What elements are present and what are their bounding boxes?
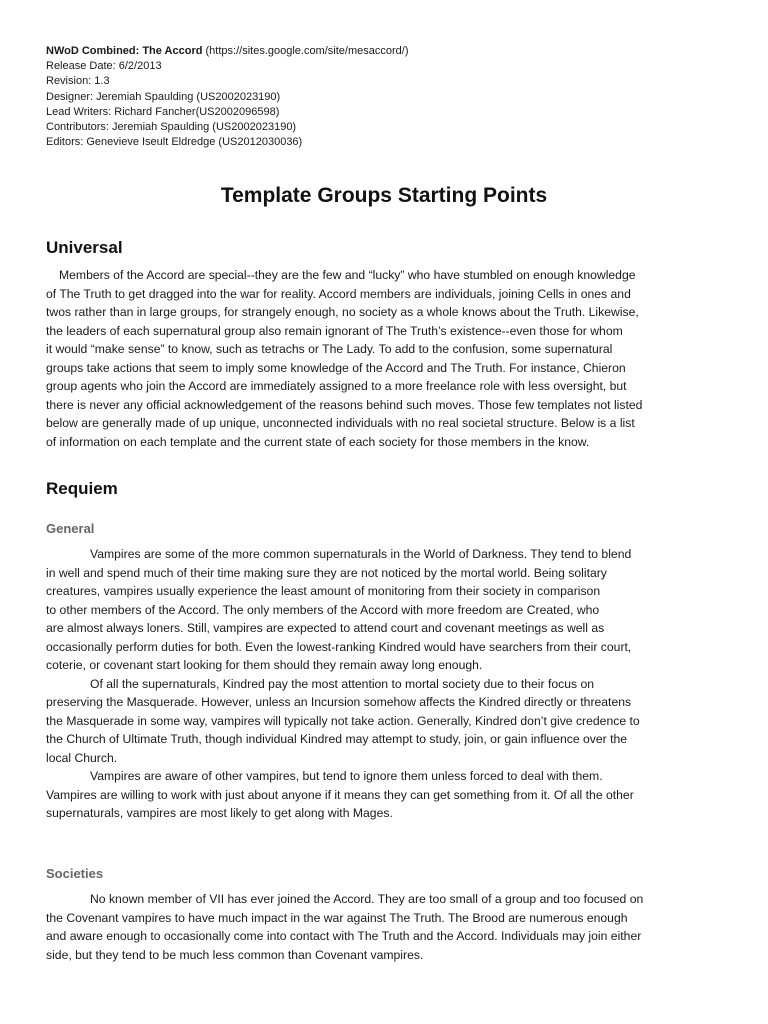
requiem-general-body (46, 545, 640, 823)
text-line: of information on each template and the current state of each society for those members in the know. (46, 434, 590, 449)
text-line: side, but they tend to be much less common than Covenant vampires. (46, 947, 424, 962)
text-line: Vampires are aware of other vampires, but tend to ignore them unless forced to deal with them. (90, 769, 603, 783)
text-line: occasionally perform duties for both. Even the lowest-ranking Kindred would have searchers from their court, (46, 639, 632, 654)
text-line: below are generally made of up unique, unconnected individuals with no real societal structure. Below is a list (46, 416, 635, 430)
metadata-title: NWoD Combined: The Accord (46, 45, 203, 57)
text-line: the Covenant vampires to have much impact in the war against The Truth. The Brood are numerous enough (46, 910, 628, 925)
requiem-heading: Requiem (46, 479, 118, 498)
metadata-url: (https://sites.google.com/site/mesaccord/) (205, 45, 409, 57)
text-line: local Church. (46, 750, 118, 765)
text-line: Of all the supernaturals, Kindred pay the most attention to mortal society due to their focus on (90, 676, 595, 691)
text-line: in well and spend much of their time making sure they are not noticed by the mortal world. Being solitary (46, 565, 607, 580)
requiem-societies-heading: Societies (46, 866, 104, 881)
text-line: Vampires are willing to work with just about anyone if it means they can get something from it. Of all the other (46, 787, 634, 802)
text-line: of The Truth to get dragged into the war for reality. Accord members are individuals, joining Cells in ones and (46, 286, 631, 301)
text-line: are almost always loners. Still, vampires are expected to attend court and covenant meetings as well as (46, 621, 605, 635)
metadata-release-date: Release Date: 6/2/2013 (46, 60, 162, 73)
metadata-designer: Designer: Jeremiah Spaulding (US2002023190) (46, 90, 281, 103)
text-line: No known member of VII has ever joined the Accord. They are too small of a group and too focused on (90, 892, 644, 906)
metadata-editors: Editors: Genevieve Iseult Eldredge (US2012030036) (46, 136, 303, 149)
text-line: coterie, or covenant start looking for them should they remain away long enough. (46, 658, 483, 672)
text-line: there is never any official acknowledgement of the reasons behind such moves. Those few templates not listed (46, 397, 643, 412)
document-metadata (46, 44, 408, 150)
text-line: group agents who join the Accord are immediately assigned to a more freelance role with less oversight, but (46, 379, 627, 393)
text-line: Vampires are some of the more common supernaturals in the World of Darkness. They tend to blend (90, 547, 632, 561)
requiem-societies-body (46, 890, 643, 964)
text-line: to other members of the Accord. The only members of the Accord with more freedom are Created, who (46, 602, 600, 617)
text-line: the Church of Ultimate Truth, though individual Kindred may attempt to study, join, or gain influence over the (46, 732, 628, 746)
metadata-title-row (46, 44, 408, 59)
requiem-general-heading: General (46, 521, 95, 536)
text-line: the leaders of each supernatural group also remain ignorant of The Truth’s existence--even those for whom (46, 323, 623, 338)
text-line: it would “make sense” to know, such as tetrachs or The Lady. To add to the confusion, some supernatural (46, 342, 613, 356)
universal-body (46, 266, 642, 451)
text-line: supernaturals, vampires are most likely to get along with Mages. (46, 806, 393, 820)
text-line: twos rather than in large groups, for strangely enough, no society as a whole knows about the Truth. Likewise, (46, 305, 639, 319)
metadata-revision: Revision: 1.3 (46, 75, 110, 88)
text-line: and aware enough to occasionally come into contact with The Truth and the Accord. Individuals may join either (46, 929, 642, 943)
metadata-contributors: Contributors: Jeremiah Spaulding (US2002023190) (46, 121, 297, 134)
document-title: Template Groups Starting Points (220, 184, 548, 207)
text-line: groups take actions that seem to imply some knowledge of the Accord and The Truth. For instance, Chieron (46, 360, 626, 375)
text-line: Members of the Accord are special--they are the few and “lucky” who have stumbled on enough knowledge (59, 268, 636, 282)
text-line: preserving the Masquerade. However, unless an Incursion somehow affects the Kindred directly or threatens (46, 695, 632, 709)
metadata-lead-writers: Lead Writers: Richard Fancher(US2002096598) (46, 105, 280, 118)
universal-heading: Universal (46, 238, 123, 257)
text-line: creatures, vampires usually experience the least amount of monitoring from their society in comparison (46, 584, 601, 598)
text-line: the Masquerade in some way, vampires will typically not take action. Generally, Kindred don’t give credence to (46, 713, 640, 728)
